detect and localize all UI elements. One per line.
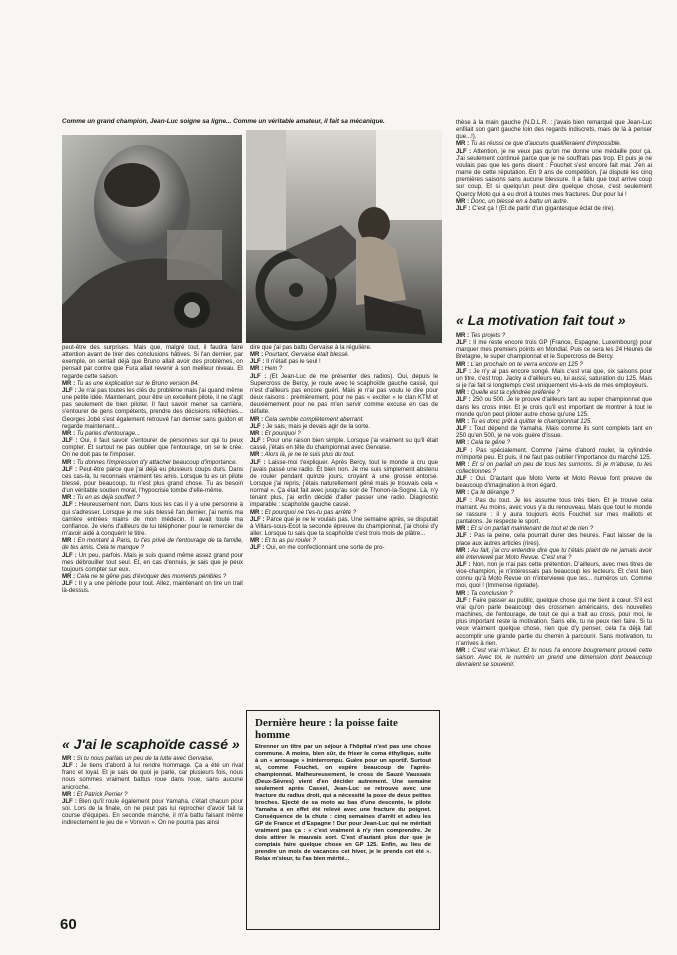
paragraph-mr: [250, 510, 438, 517]
paragraph-text: Et pourquoi ?: [264, 430, 301, 437]
paragraph-text: Oui, il faut savoir s'entourer de personnes sur qui tu peux compter. Et surtout ne pas oublier que l'entourage, on se le crée. On ne doit pas te l'imposer.: [62, 438, 243, 459]
speaker-label: MR :: [456, 390, 470, 397]
paragraph-mr: [250, 366, 438, 373]
paragraph-text: [62, 345, 243, 381]
paragraph-jlf: [62, 581, 243, 595]
speaker-label: MR :: [456, 490, 470, 497]
speaker-label: MR :: [250, 538, 264, 545]
paragraph-jlf: [250, 517, 438, 538]
speaker-label: JLF :: [250, 359, 265, 366]
speaker-label: MR :: [250, 430, 264, 437]
section-heading-scaphoide: « J'ai le scaphoïde cassé »: [62, 736, 240, 752]
speaker-label: MR :: [456, 333, 470, 339]
paragraph-text: Tu en as déjà souffert ?: [76, 495, 140, 502]
paragraph-mr: [456, 490, 652, 497]
speaker-label: JLF :: [250, 545, 265, 552]
paragraph-jlf: [250, 374, 438, 417]
article-column-1b: [62, 756, 243, 828]
paragraph-text: Pas spécialement. Comme j'aime d'abord rouler, la cylindrée m'importe peu. Et puis, il ne faut pas oublier l'importance du marché 125.: [456, 447, 652, 461]
paragraph-text: Pour une raison bien simple. Lorsque j'ai vraiment su qu'il était cassé, j'étais en tête du championnat avec Gervaise.: [250, 438, 438, 452]
speaker-label: JLF :: [250, 516, 265, 523]
paragraph-jlf: [250, 438, 438, 452]
paragraph-text: Et si on partait maintenant de tout et de rien ?: [470, 526, 594, 533]
paragraph-text: Alors là, je ne te suis plus du tout.: [264, 452, 355, 459]
paragraph-jlf: [62, 553, 243, 574]
paragraph-jlf: [456, 369, 652, 390]
paragraph-mr: [456, 591, 652, 598]
paragraph-jlf: [456, 562, 652, 591]
speaker-label: JLF :: [456, 476, 473, 483]
paragraph-jlf: [62, 502, 243, 538]
paragraph-text: peut-être des surprises. Mais que, malgré tout, il faudra faire attention avant de tirer des conclusions hâtives. Si l'an dernier, par exemple, on sentait déjà que Bruno allait avoir des problèmes, on pensait par contre que Fura allait revenir à son meilleur niveau. Et regarde cette saison.: [62, 345, 243, 380]
speaker-label: MR :: [250, 452, 264, 459]
paragraph-text: Un peu, parfois. Mais je suis quand même assez grand pour mes débrouiller tout seul. Et, en cas d'ennuis, je sais que je peux toujours compter sur eux.: [62, 552, 243, 573]
paragraph-mr: [62, 574, 243, 581]
paragraph-text: Si tu nous parlais un peu de ta lutte avec Gervaise.: [76, 756, 214, 762]
paragraph-text: Il me reste encore trois GP (France, Espagne, Luxembourg) pour marquer mes premiers points en Mondial. Puis ce sera les 24 Heures de Bretagne, le super championnat et le Supercross de Bercy.: [456, 340, 652, 361]
speaker-label: JLF :: [62, 581, 77, 588]
speaker-label: MR :: [456, 361, 470, 368]
speaker-label: MR :: [62, 756, 76, 762]
paragraph-text: Tu parles d'entourage...: [76, 430, 141, 437]
paragraph-text: Il y a une période pour tout. Allez, maintenant on tire un trait là-dessus.: [62, 581, 243, 595]
last-hour-box: [246, 710, 440, 930]
paragraph-mr: [456, 141, 652, 148]
paragraph-text: L'an prochain on te verra encore en 125 ?: [470, 361, 583, 368]
paragraph-text: En montant à Paris, tu t'es privé de l'entourage de ta famille, de tes amis. Cela te manque ?: [62, 538, 243, 552]
paragraph-mr: [250, 417, 438, 424]
paragraph-text: Bien qu'il roule également pour Yamaha, c'était chacun pour soi. Lors de la finale, on ne peut pas lui reprocher d'avoir fait la course d'équipes. En seconde manche, il m'a battu faisant même indirectement le jeu de « Vonvon ». On ne pourra pas ainsi: [62, 798, 243, 827]
paragraph-jlf: [456, 206, 652, 213]
paragraph-text: Tu as une explication sur le Bruno version 84.: [76, 380, 200, 387]
speaker-label: JLF :: [62, 438, 78, 445]
speaker-label: JLF :: [250, 459, 266, 466]
paragraph-text: thèse à la main gauche (N.D.L.R. : j'avais bien remarqué que Jean-Luc enfilait son gant gauche loin des regards indiscrets, mais de là à penser que...!).: [456, 120, 652, 141]
speaker-label: MR :: [62, 430, 76, 437]
paragraph-text: Je tiens d'abord à lui rendre hommage. Ça a été un rival franc et loyal. Et je sais de quoi je parle, car plusieurs fois, nous nous sommes vraiment battus roue dans roue, sans aucune anicroche.: [62, 763, 243, 791]
speaker-label: JLF :: [62, 763, 78, 770]
paragraph-text: Ta conclusion ?: [470, 590, 513, 597]
paragraph-jlf: [456, 426, 652, 440]
paragraph-text: Oui, en me confectionnant une sorte de pro-: [266, 545, 385, 552]
paragraph-text: Pas du tout. Je les assume tous très bien. Et je trouve cela marrant. Au moins, avec vous y'a du renouveau. Mais que tout le monde se rassure : il y aura toujours écris Fouchet sur mes maillots et pantalons. Je respecte le sport.: [456, 497, 652, 526]
paragraph-text: Il n'était pas le seul !: [266, 359, 321, 366]
photo-mechanic-closeup: [62, 135, 242, 343]
paragraph-mr: [62, 460, 243, 467]
paragraph-text: Je n'ai pas toutes les clés du problème mais j'ai quand même une petite idée. Maintenant, pour être un excellent pilote, il ne s'agit pas seulement de bien piloter. Il faut savoir mener sa carrière, s'entourer de gens compétents, prendre des décisions réfléchies... Georges Jobé s'est également retrouvé l'an dernier sans guidon et regarde maintenant...: [62, 387, 244, 430]
paragraph-mr: [456, 548, 652, 562]
paragraph-jlf: [456, 598, 652, 648]
paragraph-jlf: [62, 763, 243, 792]
page-number: 60: [60, 916, 77, 933]
speaker-label: JLF :: [456, 368, 472, 375]
paragraph-text: Faire passer au public, quelque chose qui me tient à cœur. S'il est vrai qu'on parle beaucoup des crossmen américains, des nouvelles machines, de l'entourage, de tout ce qui a trait au cross, pour moi, le plus important reste la motivation. Sans elle, tu ne peux rien faire. Si tu veux vraiment quelque chose, rien que d'y penser, cela t'a déjà fait accomplir une grande partie du chemin à parcourir. Sans motivation, tu n'arrives à rien.: [456, 597, 653, 647]
paragraph-jlf: [456, 340, 652, 361]
speaker-label: MR :: [456, 440, 470, 447]
speaker-label: MR :: [62, 459, 76, 466]
paragraph-text: Je n'y ai pas encore songé. Mais c'est vrai que, six saisons pour un titre, c'est trop. Jacky a d'ailleurs eu, lui aussi, saturation du 125. Mais si je l'ai fait si longtemps c'est uniquement vis-à-vis de mes employeurs.: [456, 368, 652, 390]
paragraph-text: Quelle est ta cylindrée préférée ?: [470, 390, 560, 397]
article-column-3: [456, 120, 652, 213]
speaker-label: JLF :: [250, 438, 265, 445]
speaker-label: JLF :: [456, 447, 473, 454]
paragraph-text: Ça te dérange ?: [470, 490, 515, 497]
article-column-3b: [456, 333, 652, 669]
paragraph-jlf: [62, 467, 243, 496]
speaker-label: JLF :: [250, 423, 265, 430]
speaker-label: MR :: [62, 538, 76, 545]
speaker-label: MR :: [250, 352, 264, 359]
article-column-1: [62, 345, 243, 595]
paragraph-jlf: [456, 498, 652, 527]
speaker-label: MR :: [62, 791, 76, 798]
section-heading-motivation: « La motivation fait tout »: [456, 312, 626, 328]
photo-rider-working-on-bike: [246, 130, 442, 343]
paragraph-text: Cela ne te gêne pas d'évoquer des moments pénibles ?: [76, 574, 227, 580]
paragraph-text: Et tu as pu rouler ?: [264, 538, 316, 545]
paragraph-mr: [456, 462, 652, 476]
paragraph-text: Cela te gêne ?: [470, 440, 511, 447]
paragraph-text: [250, 345, 438, 352]
paragraph-mr: [62, 495, 243, 502]
photo-image-1: [62, 135, 242, 343]
paragraph-text: Attention, je ne veux pas qu'on me donne une médaille pour ça. J'ai seulement continué parce que je ne souffrais pas trop. Et puis je ne voulais pas que les gens disent : Fouchet s'est encore fait mal. J'en ai marre de cette réputation. En 9 ans de compétition, j'ai disputé les cinq premières saisons sans aucune blessure. Il a fallu que tout arrive coup sur coup. Et si quelqu'un peut dire quelque chose, c'est seulement Quercy Moto qui a eu droit à toutes mes fractures. Dur pour lui !: [456, 148, 652, 198]
paragraph-mr: [62, 381, 243, 388]
paragraph-text: Tes projets ?: [470, 333, 506, 339]
speaker-label: MR :: [456, 418, 470, 425]
speaker-label: JLF :: [62, 466, 78, 473]
paragraph-text: Et Patrick Perrier ?: [76, 791, 128, 798]
paragraph-mr: [456, 440, 652, 447]
speaker-label: JLF :: [456, 148, 472, 155]
speaker-label: MR :: [456, 647, 470, 654]
paragraph-mr: [62, 431, 243, 438]
article-column-2: [250, 345, 438, 553]
speaker-label: JLF :: [456, 533, 472, 540]
paragraph-text: Tu donnes l'impression d'y attacher beaucoup d'importance.: [76, 459, 238, 466]
photo-image-2: [246, 130, 442, 343]
speaker-label: MR :: [250, 366, 264, 373]
paragraph-text: Et si on parlait un peu de tous tes surnoms. Si je m'abuse, tu les collectionnes ?: [456, 461, 652, 475]
paragraph-mr: [456, 648, 652, 669]
photo-caption: Comme un grand champion, Jean-Luc soigne sa ligne... Comme un véritable amateur, il fait sa mécanique.: [62, 118, 385, 125]
speaker-label: JLF :: [456, 426, 472, 433]
paragraph-jlf: [250, 359, 438, 366]
speaker-label: MR :: [456, 198, 470, 205]
paragraph-text: 250 ou 500. Je le prouve d'ailleurs tant au super championnat que dans les cross inter. Et je crois qu'il est important de montrer à tout le monde qu'on peut piloter autre chose qu'une 125.: [456, 397, 652, 418]
speaker-label: JLF :: [456, 562, 471, 568]
paragraph-jlf: [456, 397, 652, 418]
paragraph-mr: [456, 333, 652, 340]
last-hour-body: Etrenner un titre par un séjour à l'hôpital n'est pas une chose commune. A moins, bien sûr, de friser le coma éthylique, suite à un « arrosage » ininterrompu. Guère pour un sportif. Surtout si, comme Fouchet, on espère beaucoup de l'après-championnat. Malheureusement, le cross de Sauzé Vaussais (Deux-Sèvres) vient d'en décider autrement. Une semaine seulement après Cassel, Jean-Luc se retrouve avec une fracture du radius droit, qui a nécessité la pose de deux petites broches. Ejecté de sa moto au bas d'une descente, le pilote Yamaha a en effet été relevé avec une fracture du poignet. Conséquence de la chute : cinq semaines d'arrêt et adieu les GP de France et d'Espagne ! Dur pour Jean-Luc qui ne méritait vraiment pas ça : « c'est vraiment à n'y rien comprendre. Je dois attirer le mauvais sort. C'est d'autant plus dur que je comptais faire quelque chose en GP 125. Enfin, au lieu de prendre un mois de vacances cet hiver, je le prends cet été ». Relax m'sieur, tu l'as bien mérité...: [255, 744, 431, 862]
speaker-label: JLF :: [62, 387, 77, 394]
paragraph-jlf: [456, 448, 652, 462]
paragraph-text: (Et Jean-Luc de me présenter des radios). Oui, depuis le Supercross de Bercy, je roule avec le scaphoïde gauche cassé, qui n'est d'ailleurs pas encore guéri. Mais je n'ai pas voulu le dire pour deux raisons : premièrement, pour ne pas « exciter » le clan KTM et deuxièmement pour ne pas m'en servir comme excuse en cas de défaite.: [250, 373, 438, 416]
paragraph-jlf: [250, 460, 438, 510]
paragraph-jlf: [62, 799, 243, 828]
speaker-label: MR :: [456, 526, 470, 533]
paragraph-mr: [250, 538, 438, 545]
paragraph-jlf: [62, 438, 243, 459]
paragraph-mr: [456, 362, 652, 369]
paragraph-jlf: [456, 533, 652, 547]
paragraph-mr: [456, 390, 652, 397]
paragraph-text: Cela semble complètement aberrant.: [264, 416, 364, 423]
paragraph-text: Tu es donc prêt à quitter le championnat 125.: [470, 418, 593, 425]
paragraph-text: dire que j'ai pas battu Gervaise à la régulière.: [250, 345, 372, 351]
paragraph-mr: [250, 452, 438, 459]
speaker-label: JLF :: [456, 497, 473, 504]
paragraph-text: Et pourquoi ne t'es-tu pas arrêté ?: [264, 509, 357, 516]
paragraph-mr: [250, 431, 438, 438]
speaker-label: JLF :: [62, 552, 77, 559]
speaker-label: MR :: [62, 380, 76, 387]
speaker-label: JLF :: [250, 373, 267, 380]
paragraph-mr: [456, 419, 652, 426]
speaker-label: MR :: [456, 590, 470, 597]
speaker-label: MR :: [62, 495, 76, 502]
paragraph-text: Hein ?: [264, 366, 283, 373]
paragraph-mr: [456, 526, 652, 533]
speaker-label: MR :: [456, 461, 470, 468]
paragraph-jlf: [250, 545, 438, 552]
paragraph-text: Peut-être parce que j'ai déjà eu plusieurs coups durs. Dans ces cas-là, tu reconnais vraiment tes amis. Lorsque tu es un pilote blessé, pour beaucoup, tu n'est plus grand chose. Tu as besoin d'un véritable soutien moral, l'hypocrisie tombe d'elle-même.: [62, 466, 243, 495]
speaker-label: MR :: [250, 509, 264, 516]
paragraph-mr: [62, 538, 243, 552]
paragraph-text: Au fait, j'ai cru entendre dire que tu t'étais plaint de ne jamais avoir été interviewé par Moto Revue. C'est vrai ?: [456, 547, 652, 561]
last-hour-title: Dernière heure : la poisse faite homme: [255, 717, 398, 741]
paragraph-text: Laisse-moi t'expliquer. Après Bercy, tout le monde a cru que j'avais passé une radio. Et bien non. Je me suis simplement abstenu de rouler pendant quinze jours, croyant à une grosse entorse. Lorsque j'ai repris, j'étais naturellement gêné mais je trouvais cela « normal ». Ça était fait avec jusqu'au soir de Thonon-la-Sogne. Là, n'y tenant plus, j'ai enfin décidé d'aller passer une radio. Diagnostic imparable : scaphoïde gauche cassé.: [250, 459, 438, 509]
speaker-label: JLF :: [456, 340, 471, 347]
speaker-label: JLF :: [62, 798, 77, 805]
paragraph-jlf: [456, 149, 652, 199]
speaker-label: JLF :: [456, 397, 471, 404]
paragraph-jlf: [62, 388, 243, 431]
paragraph-text: Non, non je n'ai pas cette prétention. D'ailleurs, avec mes titres de vice-champion, je n'intéressais pas beaucoup les lecteurs. Et c'est bien connu qu'à Moto Revue on n'interviewe que les... numéros un. Comme moi, quoi ! (Immense rigolade).: [456, 562, 653, 590]
speaker-label: JLF :: [456, 597, 471, 604]
speaker-label: MR :: [62, 574, 76, 580]
paragraph-text: Tu as réussi ce que d'aucuns qualifieraient d'impossible.: [470, 141, 622, 148]
paragraph-text: C'est ça ! (Et de partir d'un gigantesque éclat de rire).: [472, 205, 615, 212]
paragraph-text: Tout dépend de Yamaha. Mais comme ils sont complets tant en 250 qu'en 500, je ne vois guère d'issue.: [456, 426, 652, 440]
paragraph-text: Heureusement non. Dans tous les cas il y a une personne à qui s'adresser. Lorsque je me suis blessé l'an dernier, j'ai remis ma carrière entrées mains de mon médecin. Il avait toute ma confiance. Je viens d'ailleurs de lui téléphoner pour le remercier de m'avoir aidé à conquérir le titre.: [62, 502, 243, 538]
paragraph-mr: [62, 792, 243, 799]
paragraph-text: Donc, un blessé en a battu un autre.: [470, 198, 569, 205]
paragraph-text: [456, 120, 652, 141]
paragraph-text: C'est vrai m'sieur. Et tu nous l'a encore bougrement prouvé cette saison. Avec toi, le numéro un prend une dimension dont beaucoup devraient se souvenir.: [456, 647, 652, 669]
speaker-label: MR :: [250, 416, 264, 423]
speaker-label: MR :: [456, 141, 470, 148]
paragraph-mr: [250, 352, 438, 359]
paragraph-text: Oui. D'autant que Moto Verte et Moto Revue font preuve de beaucoup d'imagination à mon égard.: [456, 476, 652, 490]
speaker-label: JLF :: [456, 205, 471, 212]
paragraph-text: Je sais, mais je devais agir de la sorte.: [266, 423, 370, 430]
paragraph-mr: [456, 199, 652, 206]
paragraph-text: Parce que je ne le voulais pas. Une semaine après, se disputait à Villars-sous-Ecot la seconde épreuve du championnat, j'ai choisi d'y aller. Lorsque tu sais que ta scaphoïde c'est trois mois de plâtre...: [250, 516, 438, 538]
paragraph-text: Pourtant, Gervaise était blessé.: [264, 352, 350, 359]
paragraph-jlf: [250, 424, 438, 431]
speaker-label: JLF :: [62, 502, 77, 509]
paragraph-text: Pas la peine, cela pourrait durer des heures. Faut laisser de la place aux autres articles (rires).: [456, 533, 653, 547]
paragraph-mr: [62, 756, 243, 763]
speaker-label: MR :: [456, 547, 470, 554]
paragraph-jlf: [456, 476, 652, 490]
